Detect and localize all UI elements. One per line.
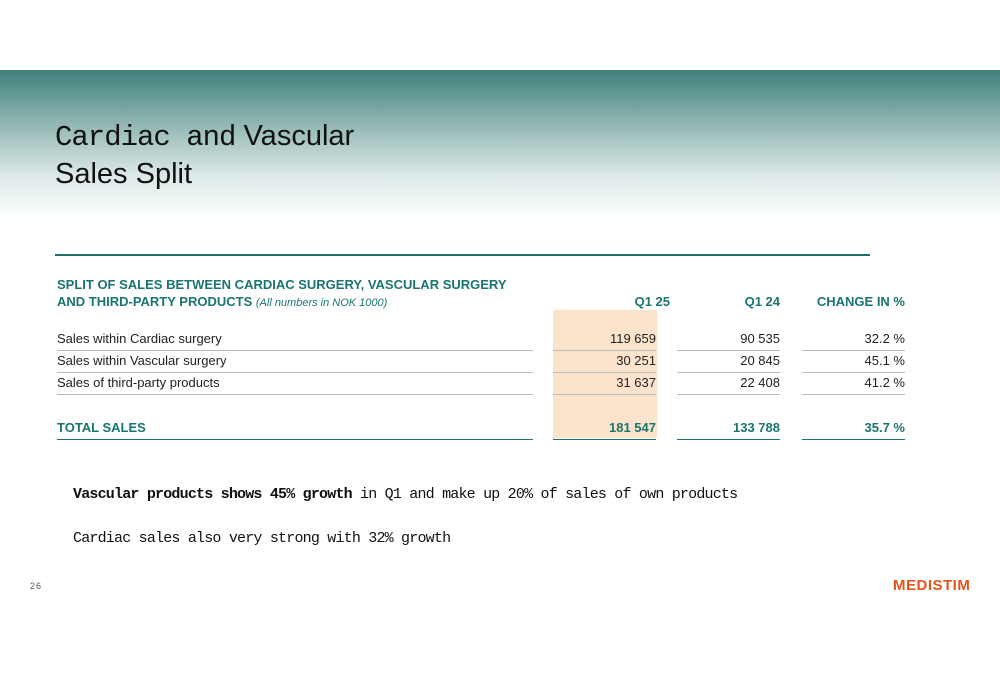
key-point-vascular xyxy=(73,486,737,503)
title-line1-part-a: Cardiac and xyxy=(55,121,236,154)
total-change: 35.7 % xyxy=(802,420,905,440)
caption-line2: AND THIRD-PARTY PRODUCTS xyxy=(57,294,253,309)
total-q1-24: 133 788 xyxy=(677,420,780,440)
total-q1-25: 181 547 xyxy=(553,420,656,440)
cell-q1-25: 119 659 xyxy=(553,331,656,351)
caption-line1: SPLIT OF SALES BETWEEN CARDIAC SURGERY, VASCULAR SURGERY xyxy=(57,277,507,292)
table-row xyxy=(57,353,907,375)
cell-q1-25: 30 251 xyxy=(553,353,656,373)
medistim-logo: MEDISTIM xyxy=(893,577,971,594)
cell-q1-24: 20 845 xyxy=(677,353,780,373)
title-divider xyxy=(55,254,870,256)
cell-change: 45.1 % xyxy=(802,353,905,373)
total-label: TOTAL SALES xyxy=(57,420,533,440)
page-number: 26 xyxy=(30,581,43,591)
table-row xyxy=(57,331,907,353)
table-total-row xyxy=(57,420,907,442)
table-caption xyxy=(57,276,537,312)
row-label: Sales of third-party products xyxy=(57,375,533,395)
key-point-cardiac: Cardiac sales also very strong with 32% growth xyxy=(73,530,451,547)
cell-q1-24: 22 408 xyxy=(677,375,780,395)
cell-change: 32.2 % xyxy=(802,331,905,351)
row-label: Sales within Cardiac surgery xyxy=(57,331,533,351)
row-label: Sales within Vascular surgery xyxy=(57,353,533,373)
cell-change: 41.2 % xyxy=(802,375,905,395)
cell-q1-25: 31 637 xyxy=(553,375,656,395)
caption-note: (All numbers in NOK 1000) xyxy=(255,297,388,309)
key-point-vascular-rest: in Q1 and make up 20% of sales of own products xyxy=(351,486,738,503)
slide-title xyxy=(55,118,354,193)
key-point-vascular-strong: Vascular products shows 45% growth xyxy=(73,486,352,503)
title-line1-part-b: Vascular xyxy=(235,120,355,152)
column-header-change: CHANGE IN % xyxy=(816,294,905,309)
column-header-q1-24: Q1 24 xyxy=(744,294,780,309)
column-header-q1-25: Q1 25 xyxy=(634,294,670,309)
table-row xyxy=(57,375,907,397)
cell-q1-24: 90 535 xyxy=(677,331,780,351)
title-line2: Sales Split xyxy=(55,158,193,190)
table-header xyxy=(57,276,907,310)
